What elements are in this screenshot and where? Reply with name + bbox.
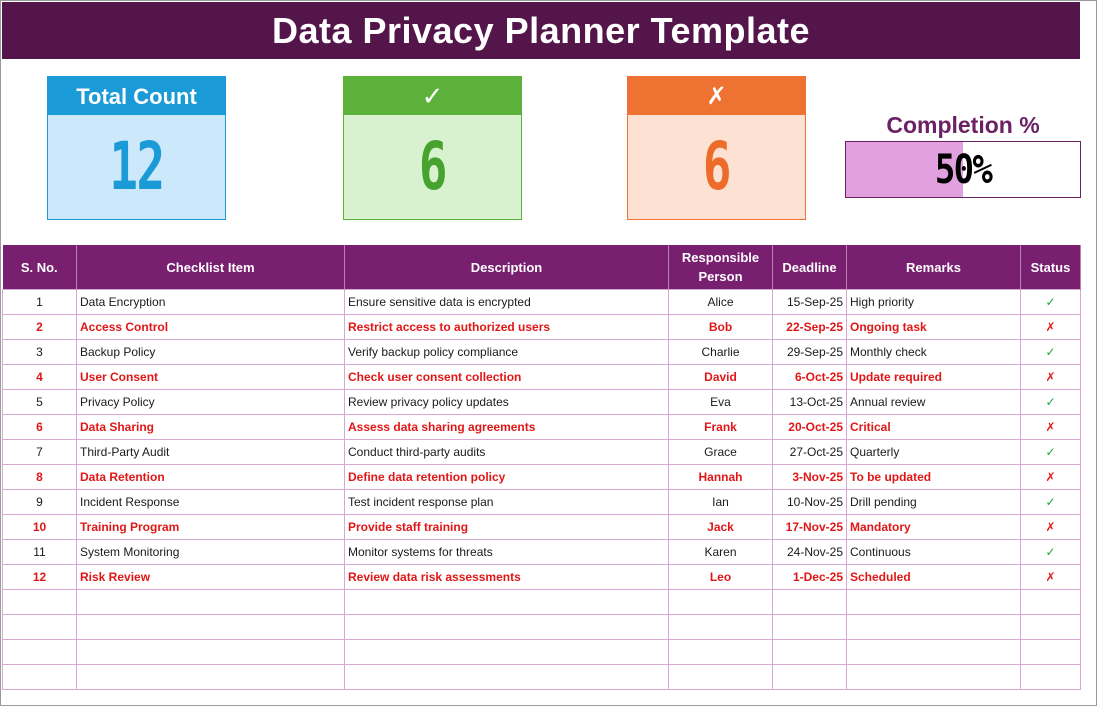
cell-responsible-person[interactable]: Alice xyxy=(669,290,773,315)
cell-checklist-item[interactable]: Backup Policy xyxy=(77,340,345,365)
empty-cell[interactable] xyxy=(1021,615,1081,640)
empty-cell[interactable] xyxy=(3,640,77,665)
cell-checklist-item[interactable]: User Consent xyxy=(77,365,345,390)
table-row xyxy=(3,315,1081,340)
cell-checklist-item[interactable]: Third-Party Audit xyxy=(77,440,345,465)
page-title: Data Privacy Planner Template xyxy=(2,2,1080,59)
cell-status[interactable]: ✗ xyxy=(1021,465,1081,490)
header-deadline[interactable]: Deadline xyxy=(773,245,847,290)
cell-sno[interactable]: 1 xyxy=(3,290,77,315)
table-row xyxy=(3,340,1081,365)
cell-status[interactable]: ✗ xyxy=(1021,315,1081,340)
empty-table-row xyxy=(3,665,1081,690)
completion-percent: 50% xyxy=(934,147,992,193)
cell-sno[interactable]: 7 xyxy=(3,440,77,465)
cell-sno[interactable]: 10 xyxy=(3,515,77,540)
cell-description[interactable]: Provide staff training xyxy=(345,515,669,540)
pending-count-card xyxy=(627,76,806,220)
cell-responsible-person[interactable]: Charlie xyxy=(669,340,773,365)
cell-checklist-item[interactable]: Incident Response xyxy=(77,490,345,515)
cell-checklist-item[interactable]: Privacy Policy xyxy=(77,390,345,415)
cell-deadline[interactable]: 20-Oct-25 xyxy=(773,415,847,440)
cell-deadline[interactable]: 1-Dec-25 xyxy=(773,565,847,590)
empty-cell[interactable] xyxy=(847,590,1021,615)
cell-deadline[interactable]: 27-Oct-25 xyxy=(773,440,847,465)
total-count-label: Total Count xyxy=(48,77,225,115)
cell-description[interactable]: Restrict access to authorized users xyxy=(345,315,669,340)
empty-cell[interactable] xyxy=(669,640,773,665)
table-row xyxy=(3,465,1081,490)
table-row xyxy=(3,515,1081,540)
cell-description[interactable]: Review privacy policy updates xyxy=(345,390,669,415)
cell-deadline[interactable]: 13-Oct-25 xyxy=(773,390,847,415)
cell-remarks[interactable]: High priority xyxy=(847,290,1021,315)
header-description[interactable]: Description xyxy=(345,245,669,290)
total-count-card xyxy=(47,76,226,220)
empty-cell[interactable] xyxy=(773,615,847,640)
cell-checklist-item[interactable]: System Monitoring xyxy=(77,540,345,565)
cell-responsible-person[interactable]: Eva xyxy=(669,390,773,415)
cell-status[interactable]: ✓ xyxy=(1021,390,1081,415)
empty-cell[interactable] xyxy=(669,665,773,690)
cell-remarks[interactable]: To be updated xyxy=(847,465,1021,490)
completed-count-value: 6 xyxy=(418,128,447,205)
cell-checklist-item[interactable]: Training Program xyxy=(77,515,345,540)
cell-checklist-item[interactable]: Access Control xyxy=(77,315,345,340)
empty-cell[interactable] xyxy=(3,615,77,640)
cell-sno[interactable]: 4 xyxy=(3,365,77,390)
table-row xyxy=(3,290,1081,315)
empty-table-row xyxy=(3,640,1081,665)
cell-responsible-person[interactable]: David xyxy=(669,365,773,390)
cell-checklist-item[interactable]: Risk Review xyxy=(77,565,345,590)
cell-remarks[interactable]: Ongoing task xyxy=(847,315,1021,340)
cell-sno[interactable]: 12 xyxy=(3,565,77,590)
empty-table-row xyxy=(3,615,1081,640)
empty-cell[interactable] xyxy=(847,640,1021,665)
cell-remarks[interactable]: Continuous xyxy=(847,540,1021,565)
header-status[interactable]: Status xyxy=(1021,245,1081,290)
cell-deadline[interactable]: 6-Oct-25 xyxy=(773,365,847,390)
cell-remarks[interactable]: Critical xyxy=(847,415,1021,440)
header-sno[interactable]: S. No. xyxy=(3,245,77,290)
header-remarks[interactable]: Remarks xyxy=(847,245,1021,290)
cell-status[interactable]: ✓ xyxy=(1021,340,1081,365)
empty-cell[interactable] xyxy=(669,590,773,615)
empty-cell[interactable] xyxy=(345,640,669,665)
cell-sno[interactable]: 11 xyxy=(3,540,77,565)
empty-cell[interactable] xyxy=(77,640,345,665)
cell-description[interactable]: Check user consent collection xyxy=(345,365,669,390)
pending-count-value: 6 xyxy=(702,128,731,205)
table-row xyxy=(3,565,1081,590)
cell-description[interactable]: Verify backup policy compliance xyxy=(345,340,669,365)
cell-description[interactable]: Monitor systems for threats xyxy=(345,540,669,565)
empty-cell[interactable] xyxy=(773,665,847,690)
empty-cell[interactable] xyxy=(1021,640,1081,665)
cell-responsible-person[interactable]: Ian xyxy=(669,490,773,515)
cell-remarks[interactable]: Mandatory xyxy=(847,515,1021,540)
cell-remarks[interactable]: Drill pending xyxy=(847,490,1021,515)
cell-checklist-item[interactable]: Data Retention xyxy=(77,465,345,490)
empty-cell[interactable] xyxy=(345,615,669,640)
cell-status[interactable]: ✗ xyxy=(1021,565,1081,590)
table-row xyxy=(3,415,1081,440)
cell-sno[interactable]: 8 xyxy=(3,465,77,490)
empty-cell[interactable] xyxy=(77,590,345,615)
header-checklist-item[interactable]: Checklist Item xyxy=(77,245,345,290)
cell-description[interactable]: Conduct third-party audits xyxy=(345,440,669,465)
checklist-table xyxy=(2,245,1081,690)
cell-status[interactable]: ✓ xyxy=(1021,490,1081,515)
empty-cell[interactable] xyxy=(345,665,669,690)
cell-status[interactable]: ✗ xyxy=(1021,415,1081,440)
cell-status[interactable]: ✗ xyxy=(1021,365,1081,390)
cell-sno[interactable]: 9 xyxy=(3,490,77,515)
empty-cell[interactable] xyxy=(3,590,77,615)
empty-cell[interactable] xyxy=(847,665,1021,690)
cell-sno[interactable]: 6 xyxy=(3,415,77,440)
cell-deadline[interactable]: 22-Sep-25 xyxy=(773,315,847,340)
empty-cell[interactable] xyxy=(77,615,345,640)
check-icon: ✓ xyxy=(344,77,521,115)
empty-cell[interactable] xyxy=(847,615,1021,640)
cell-deadline[interactable]: 3-Nov-25 xyxy=(773,465,847,490)
cell-responsible-person[interactable]: Jack xyxy=(669,515,773,540)
cell-responsible-person[interactable]: Grace xyxy=(669,440,773,465)
empty-cell[interactable] xyxy=(773,590,847,615)
cell-responsible-person[interactable]: Frank xyxy=(669,415,773,440)
empty-cell[interactable] xyxy=(1021,665,1081,690)
empty-table-row xyxy=(3,590,1081,615)
cell-description[interactable]: Ensure sensitive data is encrypted xyxy=(345,290,669,315)
cell-deadline[interactable]: 24-Nov-25 xyxy=(773,540,847,565)
cell-status[interactable]: ✓ xyxy=(1021,540,1081,565)
cell-description[interactable]: Review data risk assessments xyxy=(345,565,669,590)
cell-status[interactable]: ✓ xyxy=(1021,440,1081,465)
cell-deadline[interactable]: 10-Nov-25 xyxy=(773,490,847,515)
empty-cell[interactable] xyxy=(77,665,345,690)
cell-sno[interactable]: 2 xyxy=(3,315,77,340)
cell-status[interactable]: ✓ xyxy=(1021,290,1081,315)
cell-remarks[interactable]: Scheduled xyxy=(847,565,1021,590)
cell-checklist-item[interactable]: Data Encryption xyxy=(77,290,345,315)
header-responsible-person[interactable]: Responsible Person xyxy=(669,245,773,290)
table-row xyxy=(3,365,1081,390)
cell-responsible-person[interactable]: Leo xyxy=(669,565,773,590)
completion-progress-bar xyxy=(845,141,1081,198)
cell-sno[interactable]: 5 xyxy=(3,390,77,415)
total-count-value: 12 xyxy=(109,128,164,205)
cell-deadline[interactable]: 17-Nov-25 xyxy=(773,515,847,540)
cell-description[interactable]: Test incident response plan xyxy=(345,490,669,515)
cell-status[interactable]: ✗ xyxy=(1021,515,1081,540)
empty-cell[interactable] xyxy=(669,615,773,640)
cell-responsible-person[interactable]: Bob xyxy=(669,315,773,340)
table-row xyxy=(3,390,1081,415)
cross-icon: ✗ xyxy=(628,77,805,115)
cell-remarks[interactable]: Monthly check xyxy=(847,340,1021,365)
cell-responsible-person[interactable]: Karen xyxy=(669,540,773,565)
empty-cell[interactable] xyxy=(1021,590,1081,615)
cell-description[interactable]: Assess data sharing agreements xyxy=(345,415,669,440)
cell-responsible-person[interactable]: Hannah xyxy=(669,465,773,490)
empty-cell[interactable] xyxy=(3,665,77,690)
cell-sno[interactable]: 3 xyxy=(3,340,77,365)
completed-count-card xyxy=(343,76,522,220)
table-row xyxy=(3,490,1081,515)
cell-checklist-item[interactable]: Data Sharing xyxy=(77,415,345,440)
table-row xyxy=(3,540,1081,565)
cell-remarks[interactable]: Update required xyxy=(847,365,1021,390)
empty-cell[interactable] xyxy=(773,640,847,665)
empty-cell[interactable] xyxy=(345,590,669,615)
cell-remarks[interactable]: Quarterly xyxy=(847,440,1021,465)
completion-label: Completion % xyxy=(886,112,1040,138)
cell-deadline[interactable]: 15-Sep-25 xyxy=(773,290,847,315)
cell-remarks[interactable]: Annual review xyxy=(847,390,1021,415)
cell-description[interactable]: Define data retention policy xyxy=(345,465,669,490)
cell-deadline[interactable]: 29-Sep-25 xyxy=(773,340,847,365)
table-row xyxy=(3,440,1081,465)
table-header-row xyxy=(3,245,1081,290)
